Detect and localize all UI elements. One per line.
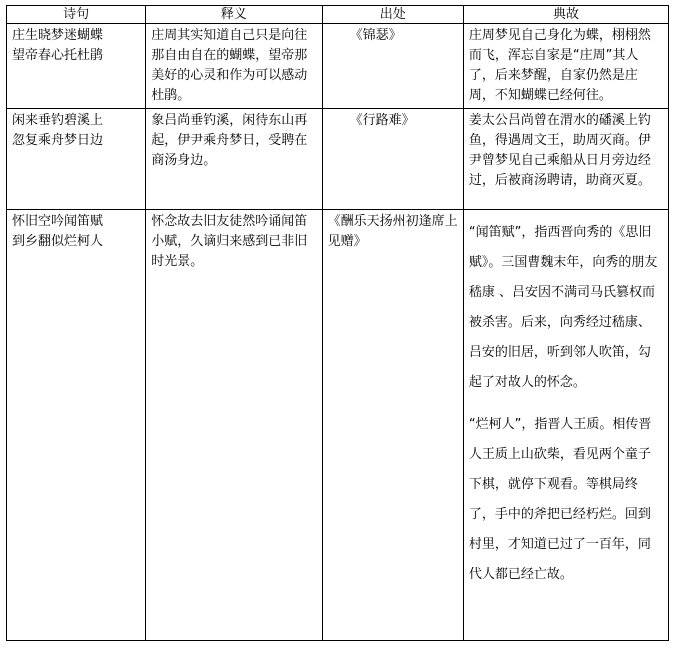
poem-cell — [7, 109, 146, 210]
allusion-paragraph: “闻笛赋”，指西晋向秀的《思旧赋》。三国曹魏末年，向秀的朋友嵇康 、吕安因不满司马氏篡权而被杀害。后来，向秀经过嵇康、吕安的旧居，听到邻人吹笛，勾起了对故人的怀念。 — [468, 225, 658, 390]
source-cell — [322, 24, 463, 109]
explanation-text: 怀念故去旧友徒然吟诵闻笛小赋，久谪归来感到已非旧时光景。 — [151, 214, 308, 269]
allusion-cell — [463, 24, 668, 109]
source-text: 《酬乐天扬州初逢席上见赠》 — [327, 214, 458, 249]
poem-line: 闲来垂钓碧溪上 — [12, 113, 104, 128]
allusion-cell — [463, 210, 668, 641]
poem-cell — [7, 210, 146, 641]
poem-cell — [7, 24, 146, 109]
allusion-cell — [463, 109, 668, 210]
explanation-cell — [146, 109, 322, 210]
header-source: 出处 — [322, 6, 463, 24]
table-header-row — [7, 6, 669, 24]
allusion-text: 庄周梦见自己身化为蝶，栩栩然而飞，浑忘自家是“庄周”其人了，后来梦醒，自家仍然是庄周，不知蝴蝶已经何往。 — [468, 28, 651, 103]
header-poem: 诗句 — [7, 6, 146, 24]
table-row — [7, 109, 669, 210]
poem-line: 庄生晓梦迷蝴蝶 — [12, 28, 104, 43]
source-text: 《行路难》 — [349, 113, 415, 128]
poem-line: 到乡翻似烂柯人 — [12, 234, 104, 249]
poem-line: 望帝春心托杜鹃 — [12, 48, 104, 63]
source-text: 《锦瑟》 — [349, 28, 402, 43]
table-row — [7, 210, 669, 641]
explanation-text: 象吕尚垂钓溪，闲待东山再起，伊尹乘舟梦日，受聘在商汤身边。 — [151, 113, 308, 168]
poem-line: 怀旧空吟闻笛赋 — [12, 214, 104, 229]
header-explanation: 释义 — [146, 6, 322, 24]
poem-allusion-table — [6, 5, 669, 641]
allusion-paragraph: “烂柯人”，指晋人王质。相传晋人王质上山砍柴，看见两个童子下棋，就停下观看。等棋局终了，手中的斧把已经朽烂。回到村里，才知道已过了一百年，同代人都已经亡故。 — [468, 417, 652, 582]
explanation-text: 庄周其实知道自己只是向往那自由自在的蝴蝶，望帝那美好的心灵和作为可以感动杜鹃。 — [151, 28, 308, 103]
explanation-cell — [146, 210, 322, 641]
allusion-text: 姜太公吕尚曾在渭水的磻溪上钓鱼，得遇周文王，助周灭商。伊尹曾梦见自己乘船从日月旁边经过，后被商汤聘请，助商灭夏。 — [468, 113, 651, 188]
source-cell — [322, 210, 463, 641]
explanation-cell — [146, 24, 322, 109]
poem-line: 忽复乘舟梦日边 — [12, 133, 104, 148]
header-allusion: 典故 — [463, 6, 668, 24]
source-cell — [322, 109, 463, 210]
table-row — [7, 24, 669, 109]
